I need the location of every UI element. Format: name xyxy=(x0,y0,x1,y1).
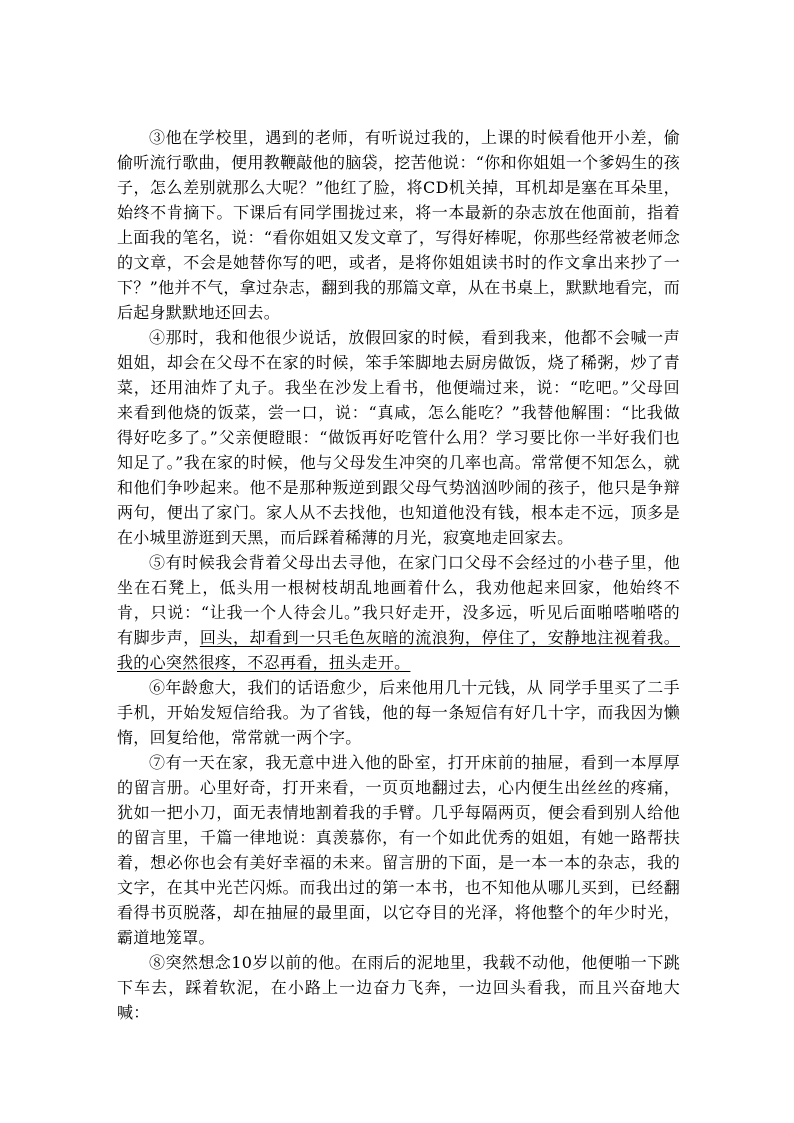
paragraph-5 xyxy=(117,550,680,675)
paragraph-4: ④那时，我和他很少说话，放假回家的时候，看到我来，他都不会喊一声姐姐，却会在父母不在家的时候，笨手笨脚地去厨房做饭，烧了稀粥，炒了青菜，还用油炸了丸子。我坐在沙发上看书，他便端过来，说：“吃吧。”父母回来看到他烧的饭菜，尝一口，说：“真咸，怎么能吃？”我替他解围：“比我做得好吃多了。”父亲便瞪眼：“做饭再好吃管什么用？学习要比你一半好我们也知足了。”我在家的时候，他与父母发生冲突的几率也高。常常便不知怎么，就和他们争吵起来。他不是那种叛逆到跟父母气势汹汹吵闹的孩子，他只是争辩两句，便出了家门。家人从不去找他，也知道他没有钱，根本走不远，顶多是在小城里游逛到天黑，而后踩着稀薄的月光，寂寞地走回家去。 xyxy=(117,328,680,547)
article-body xyxy=(117,125,680,1025)
paragraph-6: ⑥年龄愈大，我们的话语愈少，后来他用几十元钱，从 同学手里买了二手手机，开始发短信给我。为了省钱，他的每一条短信有好几十字，而我因为懒惰，回复给他，常常就一两个字。 xyxy=(117,678,680,747)
paragraph-5-text: ⑤有时候我会背着父母出去寻他，在家门口父母不会经过的小巷子里，他坐在石凳上，低头用一根树枝胡乱地画着什么，我劝他起来回家，他始终不肯，只说：“让我一个人待会儿。”我只好走开，没多远，听见后面啪嗒啪嗒的有脚步声， xyxy=(117,553,680,647)
paragraph-7: ⑦有一天在家，我无意中进入他的卧室，打开床前的抽屉，看到一本厚厚的留言册。心里好奇，打开来看，一页页地翻过去，心内便生出丝丝的疼痛，犹如一把小刀，面无表情地割着我的手臂。几乎每隔两页，便会看到别人给他的留言里，千篇一律地说：真羡慕你，有一个如此优秀的姐姐，有她一路帮扶着，想必你也会有美好幸福的未来。留言册的下面，是一本一本的杂志，我的文字，在其中光芒闪烁。而我出过的第一本书，也不知他从哪儿买到，已经翻看得书页脱落，却在抽屉的最里面，以它夺目的光泽，将他整个的年少时光，霸道地笼罩。 xyxy=(117,753,680,947)
paragraph-3: ③他在学校里，遇到的老师，有听说过我的，上课的时候看他开小差，偷偷听流行歌曲，便用教鞭敲他的脑袋，挖苦他说：“你和你姐姐一个爹妈生的孩子，怎么差别就那么大呢？”他红了脸，将CD机关掉，耳机却是塞在耳朵里，始终不肯摘下。下课后有同学围拢过来，将一本最新的杂志放在他面前，指着上面我的笔名，说：“看你姐姐又发文章了，写得好棒呢，你那些经常被老师念的文章，不会是她替你写的吧，或者，是将你姐姐读书时的作文拿出来抄了一下？”他并不气，拿过杂志，翻到我的那篇文章，从在书桌上，默默地看完，而后起身默默地还回去。 xyxy=(117,128,680,322)
paragraph-5-underlined-text: 回头，却看到一只毛色灰暗的流浪狗，停住了，安静地注视着我。我的心突然很疼，不忍再看，扭头走开。 xyxy=(117,628,680,672)
paragraph-8: ⑧突然想念10岁以前的他。在雨后的泥地里，我载不动他，他便啪一下跳下车去，踩着软泥，在小路上一边奋力飞奔，一边回头看我，而且兴奋地大喊： xyxy=(117,953,680,1022)
